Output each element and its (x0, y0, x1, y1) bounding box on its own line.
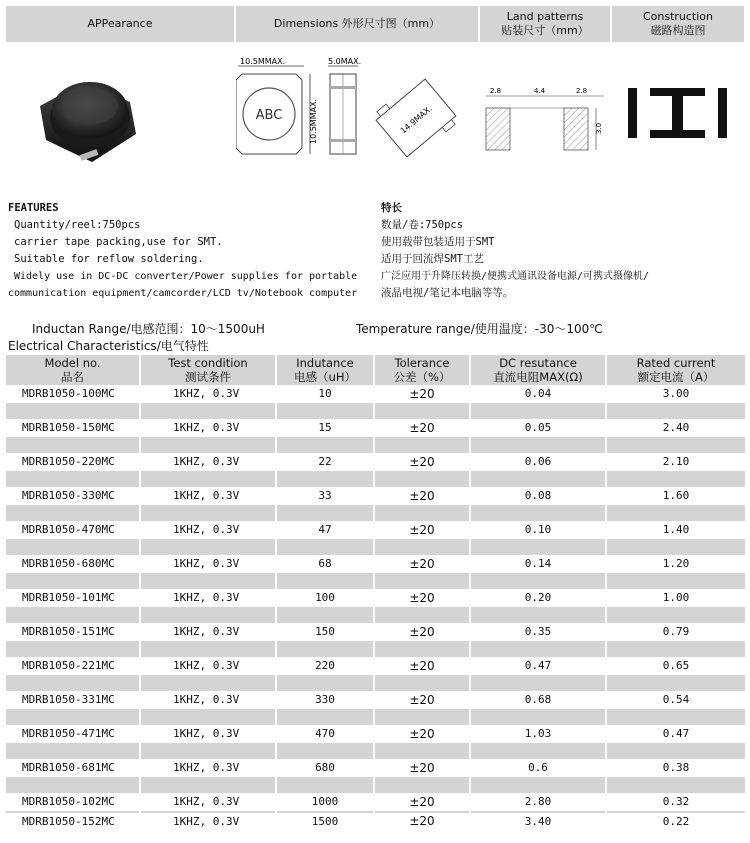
cell-inductance: 47 (276, 521, 374, 539)
separator-cell (276, 471, 374, 488)
separator-cell (140, 539, 276, 556)
cell-tolerance: ±20 (374, 813, 470, 831)
separator-cell (606, 743, 746, 760)
cell-model: MDRB1050-101MC (6, 589, 140, 607)
row-separator (6, 641, 746, 658)
land-patterns-header (480, 6, 610, 42)
header-test-condition (140, 355, 276, 385)
table-body (6, 385, 746, 830)
land-patterns-label: Land patterns (506, 10, 584, 23)
header-model (6, 355, 140, 385)
table-row (6, 725, 746, 743)
separator-cell (374, 573, 470, 590)
cell-model: MDRB1050-100MC (6, 385, 140, 403)
separator-cell (6, 709, 140, 726)
feature-item-zh: 广泛应用于升降压转换/便携式通讯设备电源/可携式摄像机/ (381, 271, 650, 282)
table-row (6, 589, 746, 607)
cell-dc-resistance: 0.6 (470, 759, 606, 777)
cell-rated-current: 1.20 (606, 555, 746, 573)
separator-cell (374, 539, 470, 556)
cell-test-condition: 1KHZ, 0.3V (140, 623, 276, 641)
cell-tolerance: ±20 (374, 657, 470, 675)
row-separator (6, 471, 746, 488)
land-patterns-panel (480, 44, 610, 176)
cell-tolerance: ±20 (374, 759, 470, 777)
cell-rated-current: 0.32 (606, 793, 746, 811)
separator-cell (374, 777, 470, 794)
separator-cell (374, 505, 470, 522)
separator-cell (140, 777, 276, 794)
feature-item-zh: 适用于回流焊SMT工艺 (381, 253, 484, 265)
construction-drawing (612, 44, 744, 176)
table-row (6, 385, 746, 403)
separator-cell (470, 539, 606, 556)
cell-inductance: 150 (276, 623, 374, 641)
cell-model: MDRB1050-220MC (6, 453, 140, 471)
cell-inductance: 22 (276, 453, 374, 471)
cell-test-condition: 1KHZ, 0.3V (140, 453, 276, 471)
construction-label-zh: 磁路构造图 (650, 24, 706, 37)
marking-text: ABC (255, 108, 283, 123)
features-title: FEATURES (8, 202, 59, 214)
table-header-row (6, 355, 746, 385)
separator-cell (140, 573, 276, 590)
separator-cell (6, 777, 140, 794)
cell-test-condition: 1KHZ, 0.3V (140, 385, 276, 403)
cell-model: MDRB1050-470MC (6, 521, 140, 539)
header-tolerance-en: Tolerance (394, 356, 450, 370)
table-row (6, 521, 746, 539)
cell-rated-current: 0.47 (606, 725, 746, 743)
separator-cell (470, 471, 606, 488)
header-inductance (276, 355, 374, 385)
table-row (6, 793, 746, 811)
separator-cell (606, 675, 746, 692)
separator-cell (140, 743, 276, 760)
cell-dc-resistance: 0.35 (470, 623, 606, 641)
cell-rated-current: 1.60 (606, 487, 746, 505)
cell-rated-current: 1.40 (606, 521, 746, 539)
cell-inductance: 68 (276, 555, 374, 573)
cell-dc-resistance: 0.10 (470, 521, 606, 539)
separator-cell (606, 573, 746, 590)
separator-cell (140, 505, 276, 522)
features-en (8, 200, 380, 302)
cell-test-condition: 1KHZ, 0.3V (140, 725, 276, 743)
construction-label: Construction (642, 10, 714, 23)
cell-rated-current: 2.10 (606, 453, 746, 471)
land-dim-a: 2.8 (490, 87, 502, 95)
separator-cell (606, 437, 746, 454)
feature-item-zh: 液晶电视/笔记本电脑等等。 (381, 287, 514, 299)
separator-cell (606, 777, 746, 794)
cell-tolerance: ±20 (374, 419, 470, 437)
separator-cell (606, 403, 746, 420)
cell-inductance: 220 (276, 657, 374, 675)
header-tolerance-zh: 公差（%） (393, 370, 451, 384)
cell-tolerance: ±20 (374, 385, 470, 403)
cell-model: MDRB1050-152MC (6, 813, 140, 831)
cell-rated-current: 0.65 (606, 657, 746, 675)
table-row (6, 555, 746, 573)
appearance-header (6, 6, 234, 42)
separator-cell (6, 403, 140, 420)
table-row (6, 813, 746, 831)
separator-cell (6, 471, 140, 488)
cell-dc-resistance: 0.04 (470, 385, 606, 403)
separator-cell (276, 403, 374, 420)
height-dimension: 10.5MMAX. (309, 98, 318, 144)
separator-cell (6, 437, 140, 454)
land-dim-b: 4.4 (534, 87, 546, 95)
cell-dc-resistance: 0.14 (470, 555, 606, 573)
cell-inductance: 470 (276, 725, 374, 743)
separator-cell (470, 641, 606, 658)
separator-cell (470, 573, 606, 590)
cell-test-condition: 1KHZ, 0.3V (140, 657, 276, 675)
separator-cell (6, 607, 140, 624)
cell-inductance: 15 (276, 419, 374, 437)
dimensions-header (236, 6, 478, 42)
header-model-en: Model no. (44, 356, 101, 370)
cell-model: MDRB1050-330MC (6, 487, 140, 505)
cell-model: MDRB1050-471MC (6, 725, 140, 743)
electrical-characteristics-title: Electrical Characteristics/电气特性 (8, 339, 209, 353)
row-separator (6, 675, 746, 692)
row-separator (6, 539, 746, 556)
header-dc-resistance-zh: 直流电阻MAX(Ω) (493, 370, 583, 384)
cell-test-condition: 1KHZ, 0.3V (140, 487, 276, 505)
features-zh (381, 200, 743, 302)
product-overview (6, 6, 744, 176)
header-rated-current-en: Rated current (636, 356, 716, 370)
header-rated-current-zh: 额定电流（A） (637, 370, 715, 384)
separator-cell (470, 403, 606, 420)
temperature-range: Temperature range/使用温度：-30～100℃ (356, 322, 603, 336)
cell-rated-current: 2.40 (606, 419, 746, 437)
separator-cell (140, 641, 276, 658)
feature-item: Quantity/reel:750pcs (14, 219, 141, 231)
row-separator (6, 403, 746, 420)
header-model-zh: 品名 (61, 370, 84, 384)
cell-rated-current: 0.54 (606, 691, 746, 709)
cell-dc-resistance: 2.80 (470, 793, 606, 811)
separator-cell (276, 505, 374, 522)
cell-tolerance: ±20 (374, 453, 470, 471)
feature-item: Widely use in DC-DC converter/Power supplies for portable (14, 271, 358, 282)
separator-cell (6, 641, 140, 658)
table-row (6, 691, 746, 709)
separator-cell (374, 709, 470, 726)
features-title-zh: 特长 (381, 202, 402, 214)
electrical-table (6, 355, 747, 830)
cell-model: MDRB1050-151MC (6, 623, 140, 641)
cell-tolerance: ±20 (374, 725, 470, 743)
cell-tolerance: ±20 (374, 487, 470, 505)
row-separator (6, 437, 746, 454)
inductance-range: Inductan Range/电感范围：10～1500uH (32, 322, 265, 336)
table-row (6, 487, 746, 505)
dimensions-label: Dimensions 外形尺寸图（mm） (273, 17, 441, 30)
separator-cell (374, 437, 470, 454)
header-dc-resistance-en: DC resutance (499, 356, 577, 370)
separator-cell (374, 675, 470, 692)
land-dim-d: 3.0 (595, 122, 603, 134)
separator-cell (470, 675, 606, 692)
cell-inductance: 100 (276, 589, 374, 607)
cell-inductance: 680 (276, 759, 374, 777)
cell-test-condition: 1KHZ, 0.3V (140, 521, 276, 539)
separator-cell (374, 641, 470, 658)
appearance-label: APPearance (87, 17, 153, 30)
separator-cell (140, 675, 276, 692)
cell-model: MDRB1050-331MC (6, 691, 140, 709)
cell-tolerance: ±20 (374, 623, 470, 641)
row-separator (6, 607, 746, 624)
separator-cell (6, 539, 140, 556)
cell-dc-resistance: 0.20 (470, 589, 606, 607)
separator-cell (140, 471, 276, 488)
cell-inductance: 330 (276, 691, 374, 709)
cell-tolerance: ±20 (374, 691, 470, 709)
separator-cell (276, 675, 374, 692)
cell-model: MDRB1050-681MC (6, 759, 140, 777)
diagonal-dimension: 14.9MAX. (398, 103, 434, 136)
separator-cell (374, 743, 470, 760)
cell-model: MDRB1050-150MC (6, 419, 140, 437)
feature-item: communication equipment/camcorder/LCD tv/Notebook computer (8, 288, 358, 299)
cell-dc-resistance: 0.06 (470, 453, 606, 471)
header-test-condition-zh: 测试条件 (185, 370, 231, 384)
separator-cell (276, 607, 374, 624)
inductor-photo (6, 44, 234, 176)
cell-model: MDRB1050-102MC (6, 793, 140, 811)
feature-item-zh: 数量/卷:750pcs (381, 219, 464, 231)
separator-cell (6, 505, 140, 522)
cell-dc-resistance: 0.08 (470, 487, 606, 505)
cell-inductance: 1500 (276, 813, 374, 831)
separator-cell (606, 709, 746, 726)
cell-dc-resistance: 0.47 (470, 657, 606, 675)
cell-dc-resistance: 0.68 (470, 691, 606, 709)
separator-cell (276, 743, 374, 760)
header-inductance-zh: 电感（uH） (294, 370, 356, 384)
cell-inductance: 33 (276, 487, 374, 505)
land-pattern-drawing (480, 44, 610, 176)
separator-cell (470, 777, 606, 794)
width-dimension: 10.5MMAX. (240, 57, 286, 66)
appearance-panel (6, 44, 234, 176)
separator-cell (470, 437, 606, 454)
cell-test-condition: 1KHZ, 0.3V (140, 589, 276, 607)
construction-header (612, 6, 744, 42)
depth-dimension: 5.0MAX. (328, 57, 362, 66)
land-dim-c: 2.8 (576, 87, 588, 95)
cell-dc-resistance: 1.03 (470, 725, 606, 743)
cell-inductance: 10 (276, 385, 374, 403)
separator-cell (374, 403, 470, 420)
header-dc-resistance (470, 355, 606, 385)
separator-cell (374, 471, 470, 488)
row-separator (6, 743, 746, 760)
header-rated-current (606, 355, 746, 385)
cell-model: MDRB1050-221MC (6, 657, 140, 675)
feature-item-zh: 使用载带包装适用于SMT (381, 236, 495, 248)
cell-tolerance: ±20 (374, 521, 470, 539)
table-row (6, 453, 746, 471)
separator-cell (470, 709, 606, 726)
separator-cell (276, 641, 374, 658)
cell-dc-resistance: 0.05 (470, 419, 606, 437)
header-inductance-en: Indutance (296, 356, 354, 370)
cell-tolerance: ±20 (374, 555, 470, 573)
cell-test-condition: 1KHZ, 0.3V (140, 691, 276, 709)
table-row (6, 419, 746, 437)
separator-cell (276, 437, 374, 454)
separator-cell (140, 607, 276, 624)
separator-cell (276, 539, 374, 556)
land-patterns-label-zh: 贴装尺寸（mm） (501, 24, 589, 37)
separator-cell (6, 743, 140, 760)
separator-cell (140, 709, 276, 726)
separator-cell (276, 777, 374, 794)
cell-rated-current: 3.00 (606, 385, 746, 403)
separator-cell (606, 505, 746, 522)
cell-rated-current: 0.79 (606, 623, 746, 641)
table-row (6, 623, 746, 641)
cell-tolerance: ±20 (374, 793, 470, 811)
cell-inductance: 1000 (276, 793, 374, 811)
separator-cell (140, 437, 276, 454)
separator-cell (6, 675, 140, 692)
separator-cell (606, 539, 746, 556)
cell-test-condition: 1KHZ, 0.3V (140, 813, 276, 831)
cell-dc-resistance: 3.40 (470, 813, 606, 831)
separator-cell (470, 607, 606, 624)
row-separator (6, 505, 746, 522)
header-test-condition-en: Test condition (168, 356, 248, 370)
table-row (6, 759, 746, 777)
dimensions-drawing (236, 44, 478, 176)
separator-cell (470, 505, 606, 522)
separator-cell (606, 607, 746, 624)
construction-panel (612, 44, 744, 176)
separator-cell (140, 403, 276, 420)
cell-rated-current: 1.00 (606, 589, 746, 607)
feature-item: Suitable for reflow soldering. (14, 253, 204, 265)
dimensions-panel (236, 44, 478, 176)
row-separator (6, 573, 746, 590)
cell-rated-current: 0.38 (606, 759, 746, 777)
feature-item: carrier tape packing,use for SMT. (14, 236, 223, 248)
cell-test-condition: 1KHZ, 0.3V (140, 793, 276, 811)
separator-cell (276, 709, 374, 726)
separator-cell (470, 743, 606, 760)
header-tolerance (374, 355, 470, 385)
cell-tolerance: ±20 (374, 589, 470, 607)
row-separator (6, 709, 746, 726)
table-row (6, 657, 746, 675)
cell-rated-current: 0.22 (606, 813, 746, 831)
cell-test-condition: 1KHZ, 0.3V (140, 759, 276, 777)
separator-cell (606, 641, 746, 658)
row-separator (6, 777, 746, 794)
separator-cell (276, 573, 374, 590)
separator-cell (6, 573, 140, 590)
cell-test-condition: 1KHZ, 0.3V (140, 419, 276, 437)
separator-cell (606, 471, 746, 488)
cell-test-condition: 1KHZ, 0.3V (140, 555, 276, 573)
separator-cell (374, 607, 470, 624)
cell-model: MDRB1050-680MC (6, 555, 140, 573)
